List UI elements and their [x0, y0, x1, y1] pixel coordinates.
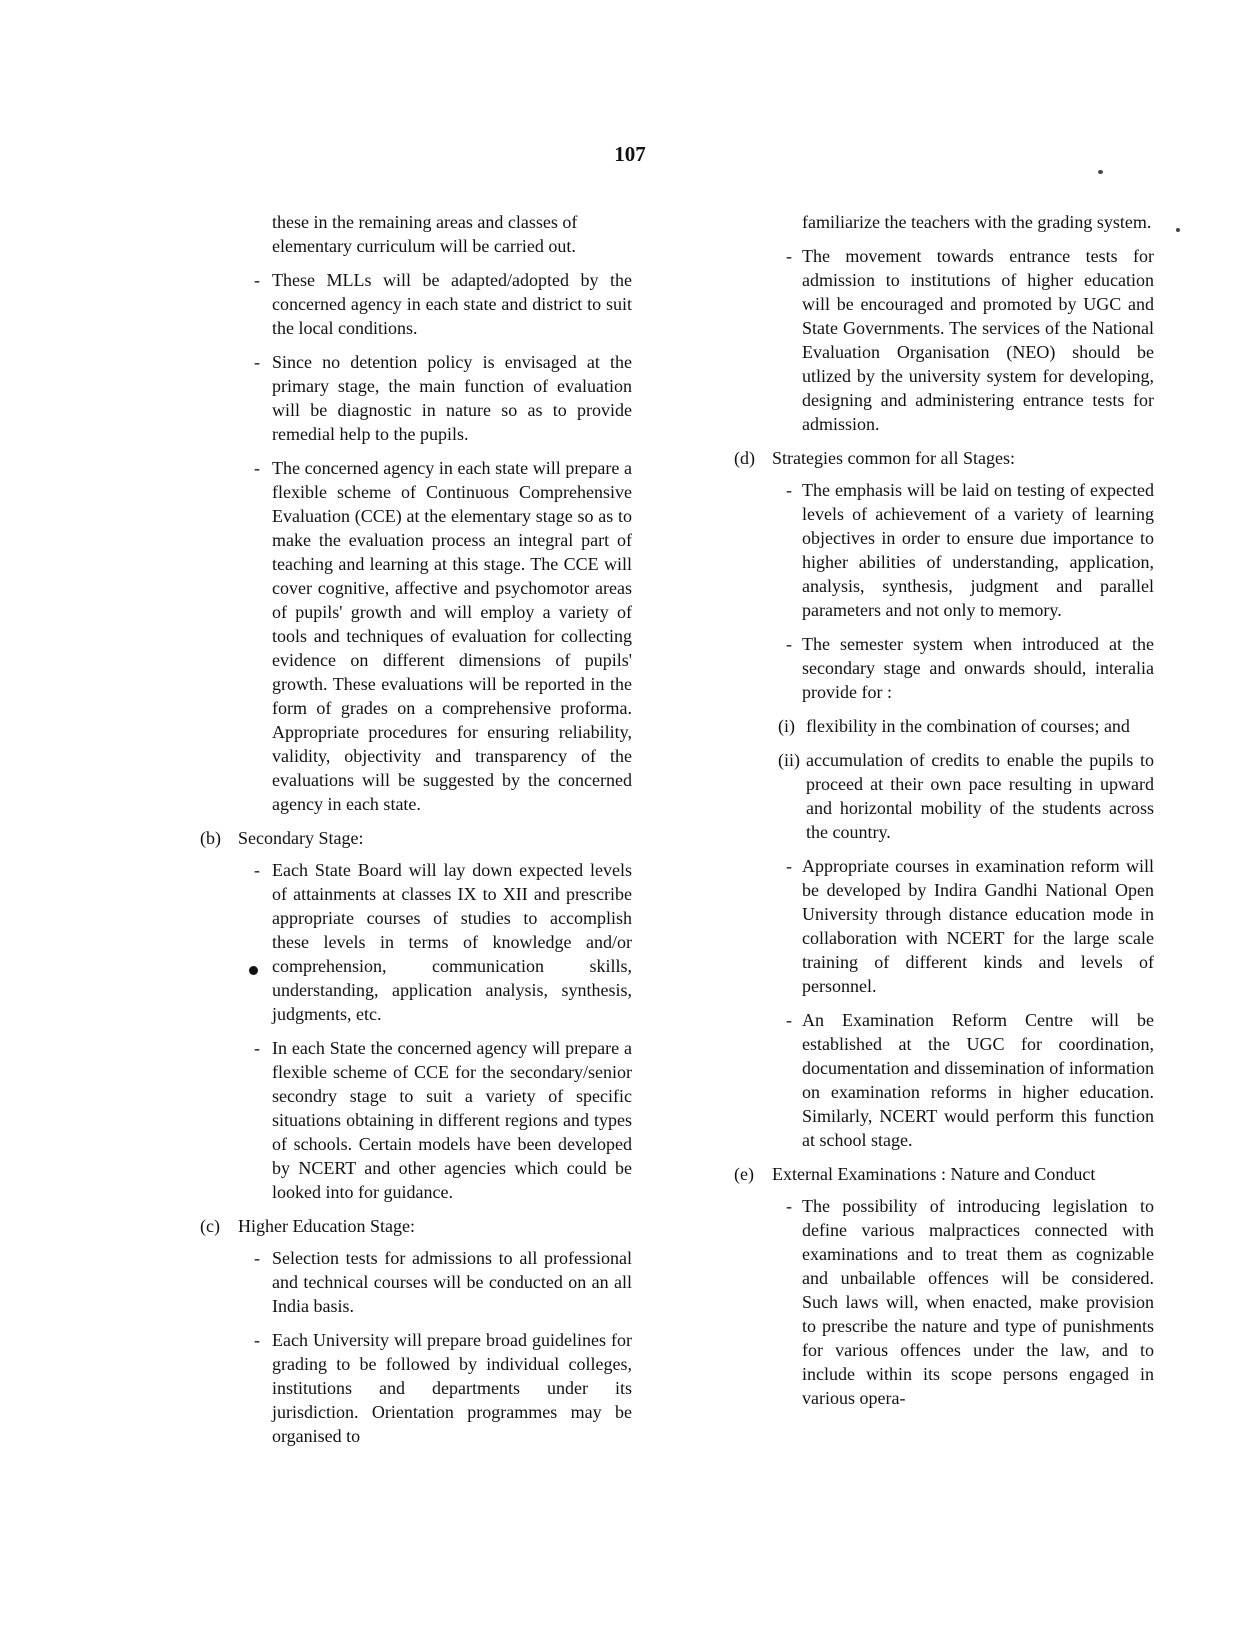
- sub-item-marker: (i): [778, 716, 795, 736]
- list-item: [734, 854, 1154, 998]
- bullet-text: Appropriate courses in examination reform will be developed by Indira Gandhi National Open University through distance education mode in collaboration with NCERT for the large scale training of different kinds and levels of personnel.: [802, 856, 1154, 996]
- section-title: External Examinations : Nature and Conduct: [772, 1164, 1096, 1184]
- sub-item: [734, 748, 1154, 844]
- bullet-text: The movement towards entrance tests for admission to institutions of higher education will be encouraged and promoted by UGC and State Governments. The services of the National Evaluation Organisation (NEO) should be utlized by the university system for developing, designing and administering entrance tests for admission.: [802, 246, 1154, 434]
- section-heading-higher-education: [200, 1214, 632, 1238]
- dash-bullet-icon: -: [786, 1196, 792, 1216]
- list-item: [200, 350, 632, 446]
- list-item: [200, 858, 632, 1026]
- dash-bullet-icon: -: [786, 480, 792, 500]
- list-item: [734, 1008, 1154, 1152]
- right-column: [734, 210, 1154, 1420]
- dash-bullet-icon: -: [254, 1248, 260, 1268]
- bullet-text: The semester system when introduced at the secondary stage and onwards should, interalia provide for :: [802, 634, 1154, 702]
- dash-bullet-icon: -: [254, 270, 260, 290]
- section-title: Strategies common for all Stages:: [772, 448, 1015, 468]
- left-continuation-paragraph: these in the remaining areas and classes of elementary curriculum will be carried out.: [272, 212, 578, 256]
- dash-bullet-icon: -: [254, 860, 260, 880]
- dash-bullet-icon: -: [254, 1330, 260, 1350]
- dash-bullet-icon: -: [786, 246, 792, 266]
- right-continuation-paragraph: familiarize the teachers with the grading system.: [802, 212, 1152, 232]
- section-marker: (c): [200, 1216, 220, 1236]
- sub-item-marker: (ii): [778, 750, 800, 770]
- section-heading-strategies: [734, 446, 1154, 470]
- list-item: [734, 632, 1154, 704]
- section-marker: (b): [200, 828, 221, 848]
- bullet-text: The possibility of introducing legislation to define various malpractices connected with examinations and to treat them as cognizable and unbailable offences will be considered. Such laws will, when enacted, make provision to prescribe the nature and type of punishments for various offences under the law, and to include within its scope persons engaged in various opera-: [802, 1196, 1154, 1408]
- section-marker: (d): [734, 448, 755, 468]
- dash-bullet-icon: -: [786, 1010, 792, 1030]
- bullet-text: An Examination Reform Centre will be established at the UGC for coordination, documentation and dissemination of information on examination reforms in higher education. Similarly, NCERT would perform this function at school stage.: [802, 1010, 1154, 1150]
- bullet-text: These MLLs will be adapted/adopted by the concerned agency in each state and district to suit the local conditions.: [272, 270, 632, 338]
- bullet-text: Each State Board will lay down expected levels of attainments at classes IX to XII and prescribe appropriate courses of studies to accomplish these levels in terms of knowledge and/or comprehension, communication skills, understanding, application analysis, synthesis, judgments, etc.: [272, 860, 632, 1024]
- section-title: Higher Education Stage:: [238, 1216, 415, 1236]
- dash-bullet-icon: -: [254, 352, 260, 372]
- list-item: [200, 456, 632, 816]
- dash-bullet-icon: -: [254, 1038, 260, 1058]
- section-heading-external-examinations: [734, 1162, 1154, 1186]
- section-marker: (e): [734, 1164, 754, 1184]
- sub-item-text: flexibility in the combination of courses; and: [806, 716, 1130, 736]
- list-item: [734, 478, 1154, 622]
- scan-speck: [1098, 170, 1103, 174]
- left-column: [200, 210, 632, 1458]
- section-title: Secondary Stage:: [238, 828, 364, 848]
- dash-bullet-icon: -: [786, 634, 792, 654]
- bullet-text: Selection tests for admissions to all professional and technical courses will be conducted on an all India basis.: [272, 1248, 632, 1316]
- list-item: [200, 1246, 632, 1318]
- bullet-text: Since no detention policy is envisaged at the primary stage, the main function of evaluation will be diagnostic in nature so as to provide remedial help to the pupils.: [272, 352, 632, 444]
- bullet-text: The emphasis will be laid on testing of expected levels of achievement of a variety of learning objectives in order to ensure due importance to higher abilities of understanding, application, analysis, synthesis, judgment and parallel parameters and not only to memory.: [802, 480, 1154, 620]
- list-item: [200, 268, 632, 340]
- list-item: [200, 1328, 632, 1448]
- dash-bullet-icon: -: [254, 458, 260, 478]
- bullet-text: In each State the concerned agency will prepare a flexible scheme of CCE for the secondary/senior secondry stage to suit a variety of specific situations obtaining in different regions and types of schools. Certain models have been developed by NCERT and other agencies which could be looked into for guidance.: [272, 1038, 632, 1202]
- list-item: [200, 1036, 632, 1204]
- list-item: [734, 1194, 1154, 1410]
- section-heading-secondary: [200, 826, 632, 850]
- page-number: 107: [614, 142, 646, 166]
- dash-bullet-icon: -: [786, 856, 792, 876]
- sub-item-text: accumulation of credits to enable the pupils to proceed at their own pace resulting in upward and horizontal mobility of the students across the country.: [806, 750, 1154, 842]
- bullet-text: Each University will prepare broad guidelines for grading to be followed by individual colleges, institutions and departments under its jurisdiction. Orientation programmes may be organised to: [272, 1330, 632, 1446]
- sub-item: [734, 714, 1154, 738]
- list-item: [734, 244, 1154, 436]
- scan-speck: [1176, 228, 1180, 232]
- bullet-text: The concerned agency in each state will prepare a flexible scheme of Continuous Comprehensive Evaluation (CCE) at the elementary stage so as to make the evaluation process an integral part of teaching and learning at this stage. The CCE will cover cognitive, affective and psychomotor areas of pupils' growth and will employ a variety of tools and techniques of evaluation for collecting evidence on different dimensions of pupils' growth. These evaluations will be reported in the form of grades on a comprehensive proforma. Appropriate procedures for ensuring reliability, validity, objectivity and transparency of the evaluations will be suggested by the concerned agency in each state.: [272, 458, 632, 814]
